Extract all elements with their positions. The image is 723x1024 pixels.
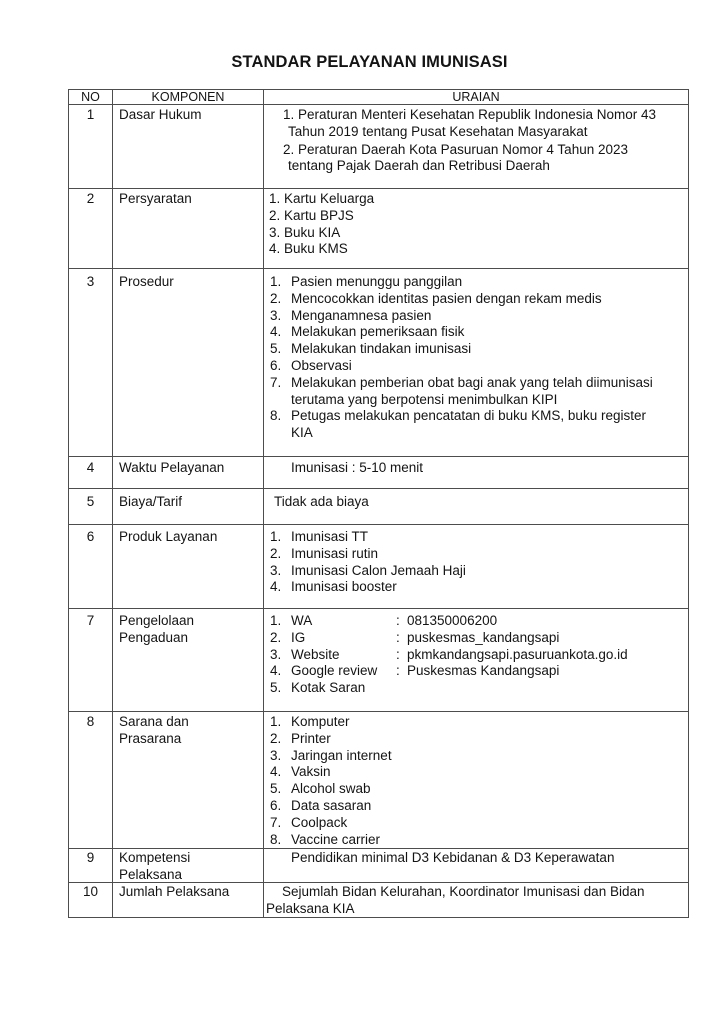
list-item-number: 6.	[270, 797, 282, 813]
uraian-text-line: Pelaksana KIA	[266, 900, 355, 916]
list-item	[264, 529, 688, 546]
list-item-line: Melakukan tindakan imunisasi	[291, 341, 472, 357]
list-item	[264, 308, 688, 325]
header-uraian: URAIAN	[264, 90, 688, 104]
list-item	[264, 563, 688, 580]
list-item-number: 5.	[270, 341, 282, 357]
list-item-number: 3.	[270, 747, 282, 763]
list-item-number: 5.	[270, 781, 282, 797]
service-standard-table	[68, 89, 689, 918]
list-item-number: 7.	[270, 814, 282, 830]
list-item-line: Melakukan pemeriksaan fisik	[291, 324, 465, 340]
page-title: STANDAR PELAYANAN IMUNISASI	[231, 53, 508, 71]
komponen-label: Dasar Hukum	[119, 107, 202, 122]
list-item-number: 2.	[270, 290, 282, 306]
row-number: 6	[69, 525, 112, 608]
komponen-label: Persyaratan	[119, 191, 192, 206]
contact-item	[264, 663, 688, 680]
list-item-line	[264, 142, 688, 159]
contact-separator: :	[396, 613, 400, 628]
list-item-text: Data sasaran	[291, 797, 372, 813]
contact-item	[264, 680, 688, 697]
list-item	[264, 579, 688, 596]
contact-separator: :	[396, 646, 400, 662]
contact-label: WA	[291, 613, 313, 628]
contact-separator: :	[396, 663, 400, 679]
list-item	[264, 191, 688, 208]
row-number: 1	[69, 105, 112, 188]
komponen-label: Prosedur	[119, 274, 174, 289]
contact-item	[264, 613, 688, 630]
list-item-line	[264, 107, 688, 124]
list-item-number: 4.	[270, 663, 282, 679]
komponen-label: Prasarana	[119, 730, 182, 746]
list-item-number: 1.	[270, 274, 282, 289]
list-item	[264, 764, 688, 781]
list-item-text	[291, 274, 462, 291]
list-item-text	[291, 291, 602, 308]
list-item-line: Mencocokkan identitas pasien dengan rekam medis	[291, 290, 602, 306]
komponen-cell	[113, 189, 263, 268]
list-item-text: Buku KIA	[284, 224, 341, 240]
list-item-number: 1.	[269, 191, 281, 206]
list-item	[264, 375, 688, 409]
list-item	[264, 274, 688, 291]
list-item-text: Vaksin	[291, 764, 331, 780]
list-item-number: 4.	[270, 579, 282, 595]
contact-value: 081350006200	[407, 613, 498, 628]
header-komponen: KOMPONEN	[113, 90, 263, 104]
list-item-line: terutama yang berpotensi menimbulkan KIPI	[291, 391, 558, 407]
list-item-number: 6.	[270, 357, 282, 373]
list-item	[264, 731, 688, 748]
list-item-line: KIA	[291, 425, 313, 441]
komponen-label: Pengaduan	[119, 629, 189, 645]
list-item	[264, 358, 688, 375]
uraian-cell	[264, 849, 688, 882]
contact-label: Website	[291, 646, 340, 662]
uraian-text: Pendidikan minimal D3 Kebidanan & D3 Keperawatan	[291, 850, 615, 865]
komponen-cell	[113, 105, 263, 188]
uraian-cell	[264, 712, 688, 848]
row-number: 9	[69, 849, 112, 882]
contact-item	[264, 630, 688, 647]
list-item-text: Kartu Keluarga	[284, 191, 375, 206]
list-item-line: Melakukan pemberian obat bagi anak yang telah diimunisasi	[291, 374, 653, 390]
list-item-number: 1.	[283, 107, 295, 122]
uraian-cell	[264, 525, 688, 608]
list-item-number: 8.	[270, 831, 282, 847]
contact-label: Kotak Saran	[291, 680, 366, 696]
list-item	[264, 142, 688, 176]
list-item-text: Buku KMS	[284, 241, 348, 257]
list-item-number: 2.	[283, 141, 295, 157]
list-item-number: 4.	[270, 764, 282, 780]
list-item-number: 3.	[270, 307, 282, 323]
list-item-number: 1.	[270, 529, 282, 544]
list-item-number: 3.	[270, 562, 282, 578]
uraian-text: Imunisasi : 5-10 menit	[291, 460, 424, 475]
komponen-cell	[113, 609, 263, 711]
list-item	[264, 815, 688, 832]
list-item-text	[291, 341, 471, 358]
list-item-text: Jaringan internet	[291, 747, 392, 763]
contact-label: IG	[291, 629, 306, 645]
list-item-number: 2.	[270, 545, 282, 561]
row-number: 8	[69, 712, 112, 848]
list-item-text	[291, 324, 464, 341]
komponen-cell	[113, 269, 263, 456]
contact-label: Google review	[291, 663, 378, 679]
list-item-number: 2.	[270, 730, 282, 746]
list-item-line: Menganamnesa pasien	[291, 307, 432, 323]
list-item	[264, 748, 688, 765]
list-item	[264, 546, 688, 563]
komponen-label: Sarana dan	[119, 714, 189, 729]
komponen-cell	[113, 883, 263, 917]
row-number: 3	[69, 269, 112, 456]
list-item-number: 7.	[270, 374, 282, 390]
list-item-number: 4.	[270, 324, 282, 340]
contact-value: puskesmas_kandangsapi	[407, 629, 560, 645]
contact-value: Puskesmas Kandangsapi	[407, 663, 560, 679]
list-item-text: Imunisasi booster	[291, 579, 397, 595]
uraian-text: Tidak ada biaya	[274, 494, 369, 509]
row-number: 10	[69, 883, 112, 917]
komponen-label: Pelaksana	[119, 866, 183, 882]
list-item-text: Peraturan Menteri Kesehatan Republik Indonesia Nomor 43	[298, 107, 656, 122]
list-item-number: 2.	[269, 207, 281, 223]
uraian-cell	[264, 609, 688, 711]
list-item-number: 3.	[269, 224, 281, 240]
row-number: 2	[69, 189, 112, 268]
list-item	[264, 714, 688, 731]
list-item-text: Printer	[291, 730, 331, 746]
list-item-text	[291, 375, 653, 409]
list-item-line: Observasi	[291, 357, 352, 373]
komponen-cell	[113, 525, 263, 608]
uraian-cell	[264, 269, 688, 456]
komponen-label: Jumlah Pelaksana	[119, 884, 230, 899]
list-item-text: Imunisasi Calon Jemaah Haji	[291, 562, 466, 578]
list-item	[264, 832, 688, 849]
list-item	[264, 241, 688, 258]
komponen-cell	[113, 457, 263, 488]
list-item-number: 2.	[270, 629, 282, 645]
contact-separator: :	[396, 629, 400, 645]
list-item-number: 5.	[270, 680, 282, 696]
list-item-number: 1.	[270, 613, 282, 628]
list-item-text: Alcohol swab	[291, 781, 371, 797]
komponen-label: Biaya/Tarif	[119, 494, 183, 509]
list-item-text: tentang Pajak Daerah dan Retribusi Daerah	[288, 158, 550, 174]
komponen-label: Kompetensi	[119, 850, 191, 865]
uraian-text-line: Sejumlah Bidan Kelurahan, Koordinator Imunisasi dan Bidan	[282, 884, 645, 899]
list-item	[264, 291, 688, 308]
uraian-cell	[264, 883, 688, 917]
row-number: 5	[69, 489, 112, 524]
uraian-cell	[264, 189, 688, 268]
komponen-label: Waktu Pelayanan	[119, 460, 225, 475]
list-item-text	[291, 408, 646, 442]
row-number: 4	[69, 457, 112, 488]
komponen-label: Pengelolaan	[119, 613, 195, 628]
list-item	[264, 208, 688, 225]
komponen-cell	[113, 849, 263, 882]
komponen-label: Produk Layanan	[119, 529, 218, 544]
list-item-number: 4.	[269, 241, 281, 257]
list-item-number: 8.	[270, 408, 282, 424]
list-item-text: Imunisasi TT	[291, 529, 369, 544]
uraian-cell	[264, 105, 688, 188]
list-item	[264, 781, 688, 798]
row-number: 7	[69, 609, 112, 711]
list-item-text: Peraturan Daerah Kota Pasuruan Nomor 4 Tahun 2023	[298, 141, 628, 157]
list-item	[264, 341, 688, 358]
list-item	[264, 324, 688, 341]
header-no: NO	[69, 90, 112, 104]
list-item-number: 1.	[270, 714, 282, 729]
uraian-cell	[264, 489, 688, 524]
contact-item	[264, 647, 688, 664]
list-item-text: Vaccine carrier	[291, 831, 381, 847]
list-item	[264, 107, 688, 141]
list-item-text: Coolpack	[291, 814, 348, 830]
list-item-line: Petugas melakukan pencatatan di buku KMS, buku register	[291, 408, 646, 424]
list-item-number: 3.	[270, 646, 282, 662]
uraian-cell	[264, 457, 688, 488]
list-item	[264, 225, 688, 242]
list-item-text	[291, 308, 431, 325]
list-item-text	[291, 358, 352, 375]
list-item-line: Pasien menunggu panggilan	[291, 274, 463, 289]
list-item-text: Imunisasi rutin	[291, 545, 379, 561]
komponen-cell	[113, 712, 263, 848]
komponen-cell	[113, 489, 263, 524]
list-item-text: Kartu BPJS	[284, 207, 354, 223]
list-item	[264, 408, 688, 442]
list-item-text: Komputer	[291, 714, 350, 729]
list-item-text: Tahun 2019 tentang Pusat Kesehatan Masyarakat	[288, 123, 588, 139]
contact-value: pkmkandangsapi.pasuruankota.go.id	[407, 646, 628, 662]
list-item	[264, 798, 688, 815]
